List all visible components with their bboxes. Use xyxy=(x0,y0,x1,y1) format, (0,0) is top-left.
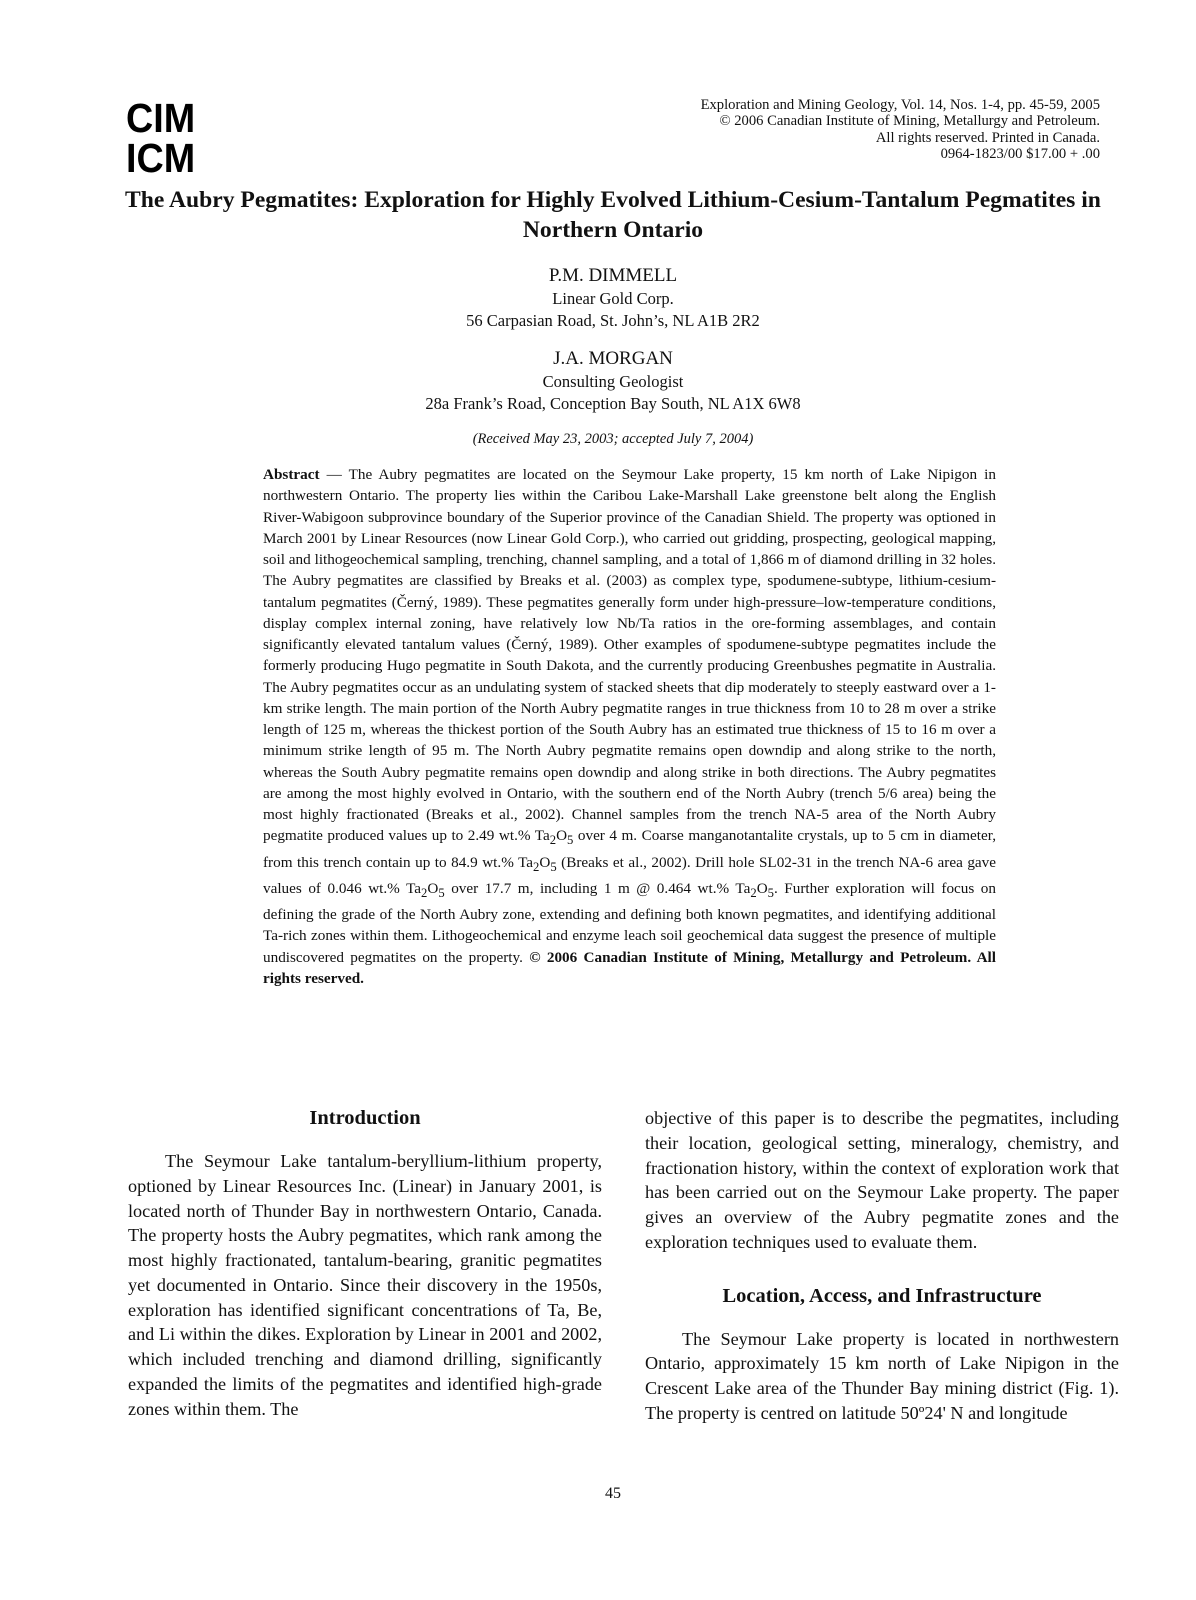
author-name: J.A. MORGAN xyxy=(553,348,673,369)
subscript: 5 xyxy=(550,859,557,874)
abstract-dash: — xyxy=(319,466,349,483)
journal-line-3: All rights reserved. Printed in Canada. xyxy=(875,129,1100,146)
journal-line-1: Exploration and Mining Geology, Vol. 14, Nos. 1-4, pp. 45-59, 2005 xyxy=(700,97,1100,113)
intro-paragraph: The Seymour Lake tantalum-beryllium-lithium property, optioned by Linear Resources Inc. (Linear) in January 2001, is located north of Thunder Bay in northwestern Ontario, Canada. The property hosts the Aubry pegmatites, which rank among the most highly fractionated, tantalum-bearing, granitic pegmatites yet documented in Ontario. Since their discovery in the 1950s, exploration has identified significant concentrations of Ta, Be, and Li within the dikes. Exploration by Linear in 2001 and 2002, which included trenching and diamond drilling, significantly expanded the limits of the pegmatites and identified high-grade zones within them. The xyxy=(128,1151,602,1419)
subscript: 2 xyxy=(421,885,428,900)
location-paragraph: The Seymour Lake property is located in northwestern Ontario, approximately 15 km north of Lake Nipigon in the Crescent Lake area of the Thunder Bay mining district (Fig. 1). The property is centred on latitude 50º24' N and longitude xyxy=(645,1328,1119,1423)
section-heading-location: Location, Access, and Infrastructure xyxy=(722,1284,1042,1307)
journal-line-2: © 2006 Canadian Institute of Mining, Metallurgy and Petroleum. xyxy=(719,113,1100,130)
author-affiliation: Consulting Geologist xyxy=(542,372,684,391)
author-2 xyxy=(0,347,1196,415)
author-1 xyxy=(0,264,1196,332)
abstract-heading: Abstract xyxy=(263,466,320,483)
author-address: 56 Carpasian Road, St. John’s, NL A1B 2R2 xyxy=(466,311,760,330)
journal-citation xyxy=(701,97,1100,163)
logo-line-1: CIM xyxy=(126,95,196,141)
cim-icm-logo xyxy=(126,95,196,181)
abstract-text: O xyxy=(427,879,439,897)
abstract-text-1: The Aubry pegmatites are located on the Seymour Lake property, 15 km north of Lake Nipigon in northwestern Ontario. The property lies within the Caribou Lake-Marshall Lake greenstone belt along the English River-Wabigoon subprovince boundary of the Superior province of the Canadian Shield. The property was optioned in March 2001 by Linear Resources (now Linear Gold Corp.), who carried out gridding, prospecting, geological mapping, soil and lithogeochemical sampling, trenching, channel sampling, and a total of 1,866 m of diamond drilling in 32 holes. The Aubry pegmatites are classified by Breaks et al. (2003) as complex type, spodumene-subtype, lithium-cesium-tantalum pegmatites (Černý, 1989). These pegmatites generally form under high-pressure–low-temperature conditions, display complex internal zoning, have relatively low Nb/Ta ratios in the ore-forming assemblages, and contain significantly elevated tantalum values (Černý, 1989). Other examples of spodumene-subtype pegmatites include the formerly producing Hugo pegmatite in South Dakota, and the currently producing Greenbushes pegmatite in Australia. The Aubry pegmatites occur as an undulating system of stacked sheets that dip moderately to steeply eastward over a 1-km strike length. The main portion of the North Aubry pegmatite ranges in true thickness from 10 to 28 m over a strike length of 125 m, whereas the thickest portion of the South Aubry has an estimated true thickness of 15 to 16 m over a minimum strike length of 95 m. The North Aubry pegmatite remains open downdip and along strike to the north, whereas the South Aubry pegmatite remains open downdip and along strike in both directions. The Aubry pegmatites are among the most highly evolved in Ontario, with the southern end of the North Aubry (trench 5/6 area) being the most highly fractionated (Breaks et al., 2002). Channel samples from the trench NA-5 area of the North Aubry pegmatite produced values up to 2.49 wt.% Ta xyxy=(263,466,996,845)
intro-paragraph-continued: objective of this paper is to describe the pegmatites, including their location, geological setting, mineralogy, chemistry, and fractionation history, within the context of exploration work that has been carried out on the Seymour Lake property. The paper gives an overview of the Aubry pegmatite zones and the exploration techniques used to evaluate them. xyxy=(645,1108,1119,1252)
author-affiliation: Linear Gold Corp. xyxy=(552,289,674,308)
abstract-text: O xyxy=(556,827,568,845)
logo-line-2: ICM xyxy=(126,135,196,181)
author-name: P.M. DIMMELL xyxy=(548,265,678,286)
abstract-copyright: © 2006 Canadian Institute of Mining, Metallurgy and Petroleum. All rights reserved. xyxy=(263,948,996,987)
abstract-text-3: (Breaks et al., 2002). Drill hole SL02-31 in the trench NA-6 area gave values of 0.046 wt.% Ta xyxy=(263,853,996,897)
page-number: 45 xyxy=(605,1485,621,1502)
journal-line-4: 0964-1823/00 $17.00 + .00 xyxy=(940,146,1100,163)
paper-title: The Aubry Pegmatites: Exploration for Highly Evolved Lithium-Cesium-Tantalum Pegmatites in Northern Ontario xyxy=(125,187,1101,243)
abstract-text-4: over 17.7 m, including 1 m @ 0.464 wt.% Ta xyxy=(444,879,751,897)
abstract xyxy=(263,464,996,989)
right-column xyxy=(645,1106,1119,1426)
left-column xyxy=(128,1104,602,1421)
subscript: 2 xyxy=(549,833,557,848)
abstract-text: O xyxy=(539,853,551,871)
subscript: 5 xyxy=(438,885,445,900)
subscript: 2 xyxy=(750,885,757,900)
subscript: 5 xyxy=(567,833,574,848)
section-heading-introduction: Introduction xyxy=(309,1107,421,1129)
author-address: 28a Frank’s Road, Conception Bay South, NL A1X 6W8 xyxy=(425,394,801,413)
received-dates: (Received May 23, 2003; accepted July 7, 2004) xyxy=(472,431,754,447)
abstract-text-5: . Further exploration will focus on defining the grade of the North Aubry zone, extending and defining both known pegmatites, and identifying additional Ta-rich zones within them. Lithogeochemical and enzyme leach soil geochemical data suggest the presence of multiple undiscovered pegmatites on the property. xyxy=(263,879,996,966)
abstract-text-2: over 4 m. Coarse manganotantalite crystals, up to 5 cm in diameter, from this trench contain up to 84.9 wt.% Ta xyxy=(263,827,997,871)
subscript: 2 xyxy=(533,859,540,874)
abstract-text: O xyxy=(756,879,768,897)
subscript: 5 xyxy=(767,885,774,900)
